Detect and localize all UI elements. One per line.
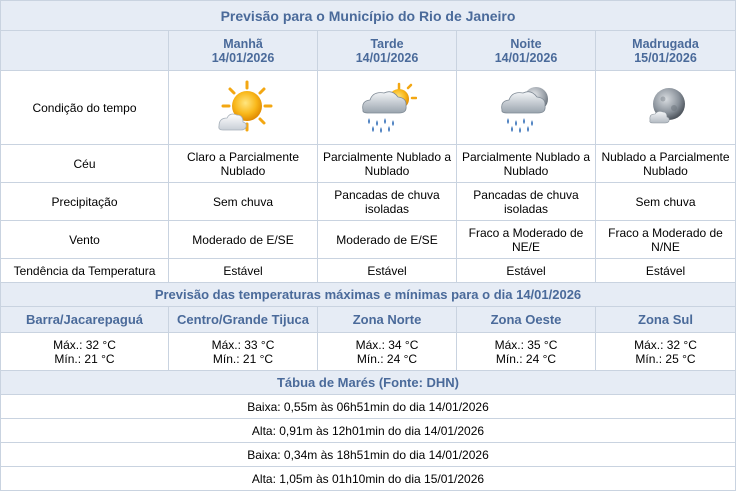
temp-max: Máx.: 32 °C: [53, 337, 116, 352]
vento-cell: Fraco a Moderado de N/NE: [608, 225, 723, 254]
ceu-cell: Nublado a Parcialmente Nublado: [601, 149, 730, 178]
zone-header: Zona Norte: [318, 307, 457, 332]
tendencia-label: Tendência da Temperatura: [1, 259, 169, 282]
zone-temps: [318, 333, 457, 370]
period-header-madrugada: [596, 31, 735, 70]
sun-cloud-rain-icon: [357, 80, 417, 136]
tide-row: [1, 443, 735, 467]
precipitacao-cell: Sem chuva: [169, 183, 318, 220]
condition-label: Condição do tempo: [1, 71, 169, 144]
period-header-noite: [457, 31, 596, 70]
moon-cloud-icon: [636, 80, 696, 136]
period-name: Manhã: [223, 36, 263, 51]
period-date: 14/01/2026: [355, 50, 419, 65]
tides-title: Tábua de Marés (Fonte: DHN): [276, 375, 459, 390]
zone-temps: [457, 333, 596, 370]
tides-title-row: [1, 371, 735, 395]
tendencia-row: [1, 259, 735, 283]
condition-cell-noite: [457, 71, 596, 144]
zone-header: Zona Sul: [596, 307, 735, 332]
tendencia-cell: Estável: [645, 263, 686, 278]
temp-max: Máx.: 35 °C: [494, 337, 558, 352]
tide-entry: Alta: 0,91m às 12h01min do dia 14/01/2026: [251, 423, 485, 438]
precipitacao-cell: Pancadas de chuva isoladas: [457, 183, 596, 220]
period-date: 14/01/2026: [211, 50, 275, 65]
zones-header-row: [1, 307, 735, 333]
ceu-cell: Parcialmente Nublado a Nublado: [318, 145, 457, 182]
zone-header: Centro/Grande Tijuca: [169, 307, 318, 332]
precipitacao-cell: Pancadas de chuva isoladas: [318, 183, 457, 220]
period-header-row: [1, 31, 735, 71]
temps-title-row: [1, 283, 735, 307]
condition-cell-manha: [169, 71, 318, 144]
temp-min: Mín.: 24 °C: [495, 351, 557, 366]
precipitacao-cell: Sem chuva: [635, 194, 696, 209]
page-title: Previsão para o Município do Rio de Janeiro: [220, 8, 516, 24]
period-name: Madrugada: [632, 36, 699, 51]
tide-entry: Baixa: 0,34m às 18h51min do dia 14/01/2026: [247, 447, 489, 462]
temp-min: Mín.: 25 °C: [635, 351, 696, 366]
condition-cell-madrugada: [596, 71, 735, 144]
temp-max: Máx.: 32 °C: [634, 337, 697, 352]
precipitacao-row: [1, 183, 735, 221]
period-header-tarde: [318, 31, 457, 70]
zone-temps: [169, 333, 318, 370]
tide-row: [1, 419, 735, 443]
forecast-title-row: [1, 1, 735, 31]
vento-cell: Moderado de E/SE: [169, 221, 318, 258]
temp-max: Máx.: 34 °C: [355, 337, 419, 352]
temp-min: Mín.: 21 °C: [54, 351, 115, 366]
condition-row: [1, 71, 735, 145]
moon-cloud-rain-icon: [496, 80, 556, 136]
vento-cell: Moderado de E/SE: [318, 221, 457, 258]
zone-temps: [1, 333, 169, 370]
tide-row: [1, 467, 735, 490]
tendencia-cell: Estável: [457, 259, 596, 282]
zone-header: Barra/Jacarepaguá: [1, 307, 169, 332]
tide-row: [1, 395, 735, 419]
period-name: Tarde: [370, 36, 404, 51]
tendencia-cell: Estável: [318, 259, 457, 282]
period-date: 15/01/2026: [634, 50, 697, 65]
precipitacao-label: Precipitação: [1, 183, 169, 220]
temp-max: Máx.: 33 °C: [211, 337, 275, 352]
header-blank-cell: [1, 31, 169, 70]
vento-cell: Fraco a Moderado de NE/E: [457, 221, 596, 258]
vento-label: Vento: [1, 221, 169, 258]
period-header-manha: [169, 31, 318, 70]
ceu-cell: Parcialmente Nublado a Nublado: [457, 145, 596, 182]
condition-cell-tarde: [318, 71, 457, 144]
tide-entry: Baixa: 0,55m às 06h51min do dia 14/01/2026: [247, 399, 489, 414]
ceu-row: [1, 145, 735, 183]
zone-temps: [596, 333, 735, 370]
period-name: Noite: [510, 36, 542, 51]
period-date: 14/01/2026: [494, 50, 558, 65]
vento-row: [1, 221, 735, 259]
sun-cloud-icon: [213, 80, 273, 136]
tendencia-cell: Estável: [169, 259, 318, 282]
temp-min: Mín.: 24 °C: [356, 351, 418, 366]
zones-temps-row: [1, 333, 735, 371]
zone-header: Zona Oeste: [457, 307, 596, 332]
tide-entry: Alta: 1,05m às 01h10min do dia 15/01/2026: [251, 471, 485, 486]
ceu-label: Céu: [1, 145, 169, 182]
temp-min: Mín.: 21 °C: [212, 351, 274, 366]
ceu-cell: Claro a Parcialmente Nublado: [169, 145, 318, 182]
temps-title: Previsão das temperaturas máximas e mínimas para o dia 14/01/2026: [154, 287, 582, 302]
